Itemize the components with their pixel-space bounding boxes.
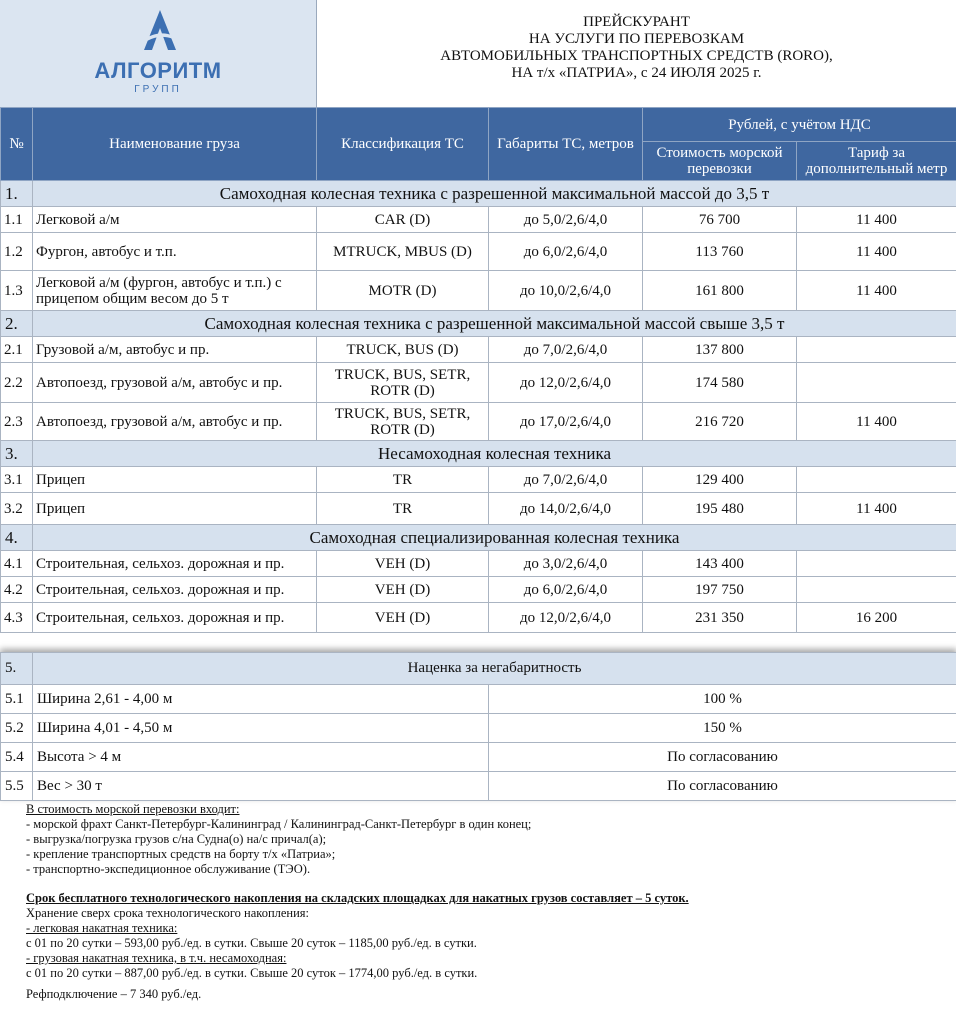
section-number: 4. <box>1 525 33 551</box>
dimensions: до 6,0/2,6/4,0 <box>489 577 643 603</box>
dimensions: до 12,0/2,6/4,0 <box>489 363 643 403</box>
sea-freight-cost: 231 350 <box>643 603 797 633</box>
title-line-3: АВТОМОБИЛЬНЫХ ТРАНСПОРТНЫХ СРЕДСТВ (RORO), <box>440 48 833 64</box>
vehicle-class: VEH (D) <box>317 603 489 633</box>
cars-title: - легковая накатная техника: <box>26 921 178 935</box>
row-number: 3.2 <box>1 493 33 525</box>
dimensions: до 14,0/2,6/4,0 <box>489 493 643 525</box>
header-dims: Габариты ТС, метров <box>489 108 643 181</box>
section-number: 5. <box>1 653 33 685</box>
storage-intro: Хранение сверх срока технологического накопления: <box>26 906 310 920</box>
included-item: - выгрузка/погрузка грузов с/на Судна(о) на/с причал(а); <box>26 832 327 846</box>
dimensions: до 6,0/2,6/4,0 <box>489 233 643 271</box>
extra-meter-tariff <box>797 577 956 603</box>
sea-freight-cost: 129 400 <box>643 467 797 493</box>
included-item: - крепление транспортных средств на борту т/х «Патриа»; <box>26 847 336 861</box>
header-rub: Рублей, с учётом НДС <box>643 108 956 142</box>
row-number: 1.2 <box>1 233 33 271</box>
section-title: Самоходная колесная техника с разрешенной максимальной массой до 3,5 т <box>33 181 956 207</box>
vehicle-class: CAR (D) <box>317 207 489 233</box>
section-number: 2. <box>1 311 33 337</box>
extra-meter-tariff: 11 400 <box>797 271 956 311</box>
extra-meter-tariff: 11 400 <box>797 403 956 441</box>
extra-meter-tariff <box>797 363 956 403</box>
cargo-name: Прицеп <box>33 493 317 525</box>
table-row <box>1 603 956 633</box>
logo-name: АЛГОРИТМ <box>94 58 222 83</box>
row-number: 2.1 <box>1 337 33 363</box>
table-row <box>1 577 956 603</box>
oversize-row <box>1 743 956 772</box>
extra-meter-tariff <box>797 337 956 363</box>
cargo-name: Прицеп <box>33 467 317 493</box>
row-number: 1.1 <box>1 207 33 233</box>
extra-meter-tariff: 16 200 <box>797 603 956 633</box>
dimensions: до 3,0/2,6/4,0 <box>489 551 643 577</box>
oversize-surcharge: По согласованию <box>489 743 956 772</box>
extra-meter-tariff: 11 400 <box>797 493 956 525</box>
cargo-name: Строительная, сельхоз. дорожная и пр. <box>33 551 317 577</box>
table-row <box>1 403 956 441</box>
cargo-name: Строительная, сельхоз. дорожная и пр. <box>33 603 317 633</box>
row-number: 4.1 <box>1 551 33 577</box>
table-row <box>1 467 956 493</box>
oversize-parameter: Вес > 30 т <box>33 772 489 801</box>
section-title: Самоходная колесная техника с разрешенной максимальной массой свыше 3,5 т <box>33 311 956 337</box>
dimensions: до 7,0/2,6/4,0 <box>489 467 643 493</box>
vehicle-class: TRUCK, BUS (D) <box>317 337 489 363</box>
section-number: 1. <box>1 181 33 207</box>
sea-freight-cost: 143 400 <box>643 551 797 577</box>
oversize-parameter: Ширина 2,61 - 4,00 м <box>33 685 489 714</box>
dimensions: до 7,0/2,6/4,0 <box>489 337 643 363</box>
oversize-parameter: Ширина 4,01 - 4,50 м <box>33 714 489 743</box>
sea-freight-cost: 137 800 <box>643 337 797 363</box>
dimensions: до 17,0/2,6/4,0 <box>489 403 643 441</box>
vehicle-class: TRUCK, BUS, SETR, ROTR (D) <box>317 363 489 403</box>
price-table <box>0 107 956 633</box>
oversize-surcharge: По согласованию <box>489 772 956 801</box>
row-number: 5.1 <box>1 685 33 714</box>
cargo-name: Легковой а/м (фургон, автобус и т.п.) с прицепом общим весом до 5 т <box>33 271 317 311</box>
table-row <box>1 551 956 577</box>
oversize-parameter: Высота > 4 м <box>33 743 489 772</box>
sea-freight-cost: 113 760 <box>643 233 797 271</box>
price-list-header <box>0 0 956 108</box>
header-name: Наименование груза <box>33 108 317 181</box>
table-row <box>1 207 956 233</box>
vehicle-class: TRUCK, BUS, SETR, ROTR (D) <box>317 403 489 441</box>
oversize-surcharge: 100 % <box>489 685 956 714</box>
document-title <box>317 0 956 107</box>
row-number: 5.5 <box>1 772 33 801</box>
notes <box>26 802 946 1002</box>
row-number: 2.3 <box>1 403 33 441</box>
sea-freight-cost: 216 720 <box>643 403 797 441</box>
oversize-row <box>1 685 956 714</box>
cargo-name: Грузовой а/м, автобус и пр. <box>33 337 317 363</box>
extra-meter-tariff <box>797 551 956 577</box>
table-header-row <box>1 108 956 142</box>
vehicle-class: VEH (D) <box>317 551 489 577</box>
vehicle-class: TR <box>317 493 489 525</box>
row-number: 5.2 <box>1 714 33 743</box>
sea-freight-cost: 197 750 <box>643 577 797 603</box>
dimensions: до 10,0/2,6/4,0 <box>489 271 643 311</box>
vehicle-class: MOTR (D) <box>317 271 489 311</box>
vehicle-class: VEH (D) <box>317 577 489 603</box>
trucks-title: - грузовая накатная техника, в т.ч. несамоходная: <box>26 951 287 965</box>
table-row <box>1 493 956 525</box>
vehicle-class: TR <box>317 467 489 493</box>
section-title: Несамоходная колесная техника <box>33 441 956 467</box>
logo-triangle-icon <box>140 8 180 52</box>
dimensions: до 5,0/2,6/4,0 <box>489 207 643 233</box>
title-line-4: НА т/х «ПАТРИА», с 24 ИЮЛЯ 2025 г. <box>511 65 762 81</box>
extra-meter-tariff: 11 400 <box>797 233 956 271</box>
row-number: 1.3 <box>1 271 33 311</box>
table-row <box>1 233 956 271</box>
storage-free-period: Срок бесплатного технологического накопления на складских площадках для накатных грузов составляет – 5 суток. <box>26 891 689 905</box>
oversize-section-row <box>1 653 956 685</box>
header-tariff: Тариф за дополнительный метр <box>797 142 956 181</box>
logo-subtitle: ГРУПП <box>134 84 182 95</box>
included-item: - транспортно-экспедиционное обслуживание (ТЭО). <box>26 862 311 876</box>
section-title: Самоходная специализированная колесная техника <box>33 525 956 551</box>
header-num: № <box>1 108 33 181</box>
row-number: 4.2 <box>1 577 33 603</box>
section-row <box>1 311 956 337</box>
vehicle-class: MTRUCK, MBUS (D) <box>317 233 489 271</box>
table-row <box>1 337 956 363</box>
section-row <box>1 441 956 467</box>
sea-freight-cost: 76 700 <box>643 207 797 233</box>
section-number: 3. <box>1 441 33 467</box>
oversize-surcharge: 150 % <box>489 714 956 743</box>
cargo-name: Автопоезд, грузовой а/м, автобус и пр. <box>33 403 317 441</box>
cargo-name: Фургон, автобус и т.п. <box>33 233 317 271</box>
section-title: Наценка за негабаритность <box>33 653 956 685</box>
sea-freight-cost: 174 580 <box>643 363 797 403</box>
sea-freight-cost: 195 480 <box>643 493 797 525</box>
header-cost: Стоимость морской перевозки <box>643 142 797 181</box>
title-line-2: НА УСЛУГИ ПО ПЕРЕВОЗКАМ <box>528 31 745 47</box>
extra-meter-tariff <box>797 467 956 493</box>
cargo-name: Строительная, сельхоз. дорожная и пр. <box>33 577 317 603</box>
title-line-1: ПРЕЙСКУРАНТ <box>583 14 690 30</box>
cars-rate: с 01 по 20 сутки – 593,00 руб./ед. в сутки. Свыше 20 суток – 1185,00 руб./ед. в сутки. <box>26 936 477 950</box>
dimensions: до 12,0/2,6/4,0 <box>489 603 643 633</box>
oversize-table <box>0 652 956 801</box>
cargo-name: Автопоезд, грузовой а/м, автобус и пр. <box>33 363 317 403</box>
trucks-rate: с 01 по 20 сутки – 887,00 руб./ед. в сутки. Свыше 20 суток – 1774,00 руб./ед. в сутки. <box>26 966 478 980</box>
table-row <box>1 363 956 403</box>
row-number: 3.1 <box>1 467 33 493</box>
reefer-connection: Рефподключение – 7 340 руб./ед. <box>26 987 202 1001</box>
oversize-row <box>1 714 956 743</box>
cargo-name: Легковой а/м <box>33 207 317 233</box>
section-row <box>1 181 956 207</box>
table-row <box>1 271 956 311</box>
company-logo <box>0 0 317 107</box>
included-item: - морской фрахт Санкт-Петербург-Калининград / Калининград-Санкт-Петербург в один конец; <box>26 817 532 831</box>
row-number: 5.4 <box>1 743 33 772</box>
section-row <box>1 525 956 551</box>
header-class: Классификация ТС <box>317 108 489 181</box>
row-number: 4.3 <box>1 603 33 633</box>
included-list <box>26 817 946 877</box>
extra-meter-tariff: 11 400 <box>797 207 956 233</box>
included-title: В стоимость морской перевозки входит: <box>26 802 240 816</box>
row-number: 2.2 <box>1 363 33 403</box>
sea-freight-cost: 161 800 <box>643 271 797 311</box>
oversize-row <box>1 772 956 801</box>
